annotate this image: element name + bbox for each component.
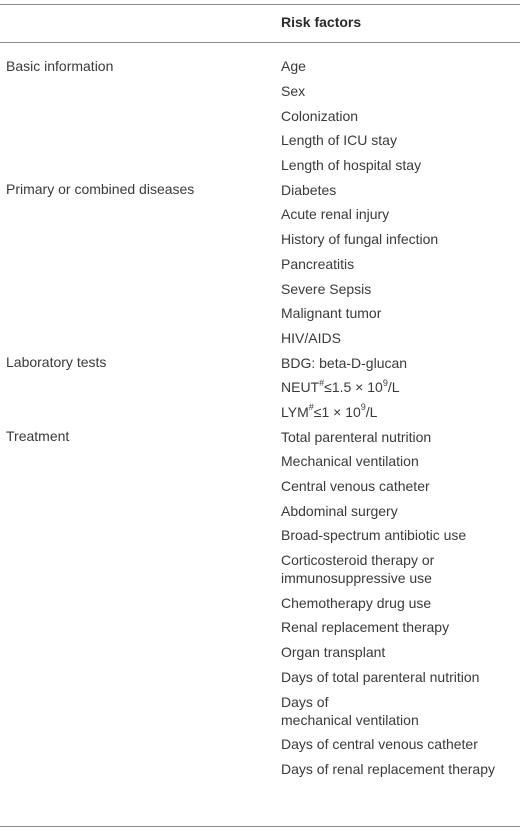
factor-item: Days of renal replacement therapy	[281, 760, 495, 777]
factor-item: Length of hospital stay	[281, 157, 422, 174]
factor-item: BDG: beta-D-glucan	[281, 354, 408, 371]
factor-item: Severe Sepsis	[281, 280, 372, 297]
factor-item: Pancreatitis	[281, 255, 355, 272]
table-top-rule	[0, 4, 520, 5]
factor-item-neut: NEUT#≤1.5 × $10^9/L$	[281, 377, 400, 396]
factor-item: Broad-spectrum antibiotic use	[281, 527, 467, 544]
factor-item: Age	[281, 58, 306, 75]
risk-factors-table	[0, 54, 520, 781]
factor-item: Diabetes	[281, 181, 337, 198]
factor-item-lym: $LYM^{\#}\le 1 \times 10^9/L$	[281, 402, 378, 420]
category-label: Treatment	[6, 428, 70, 445]
factor-item: Colonization	[281, 107, 359, 124]
table-header-rule	[0, 42, 520, 43]
factor-item: Chemotherapy drug use	[281, 594, 432, 611]
table-bottom-rule	[0, 826, 520, 827]
factor-list	[281, 54, 520, 177]
table-group-laboratory-tests	[0, 350, 520, 424]
factor-item: Acute renal injury	[281, 206, 390, 223]
factor-item: Days of total parenteral nutrition	[281, 668, 480, 685]
factor-item: Length of ICU stay	[281, 132, 397, 149]
factor-item: Total parenteral nutrition	[281, 428, 432, 445]
factor-item: Sex	[281, 83, 306, 100]
factor-list	[281, 350, 520, 424]
table-group-basic-information	[0, 54, 520, 177]
category-label: Primary or combined diseases	[6, 181, 195, 198]
factor-item: Corticosteroid therapy or immunosuppressive use	[281, 552, 435, 587]
category-label: Basic information	[6, 58, 114, 74]
factor-item: Organ transplant	[281, 644, 386, 661]
factor-item: Central venous catheter	[281, 478, 430, 495]
risk-factors-header: Risk factors	[281, 14, 362, 30]
table-group-treatment	[0, 424, 520, 781]
factor-item: Days of mechanical ventilation	[281, 693, 419, 728]
factor-item: Malignant tumor	[281, 305, 382, 322]
factor-item: Abdominal surgery	[281, 502, 398, 519]
factor-item: Mechanical ventilation	[281, 453, 419, 470]
table-group-primary-diseases	[0, 177, 520, 350]
factor-list	[281, 177, 520, 350]
factor-item: Renal replacement therapy	[281, 619, 450, 636]
factor-item: History of fungal infection	[281, 231, 439, 248]
factor-list	[281, 424, 520, 781]
factor-item: Days of central venous catheter	[281, 736, 478, 753]
factor-item: HIV/AIDS	[281, 329, 341, 346]
category-label: Laboratory tests	[6, 354, 107, 371]
